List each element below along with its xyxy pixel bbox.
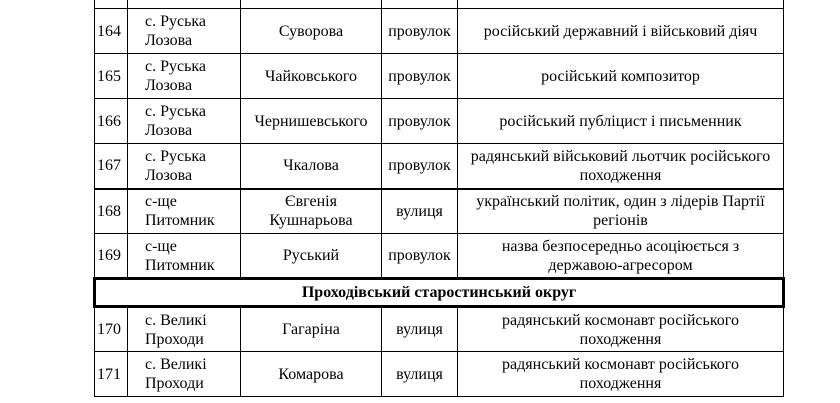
table-row	[95, 352, 784, 397]
table-row	[95, 144, 784, 189]
reason-cell	[458, 99, 784, 144]
table-row	[95, 307, 784, 352]
street-name-line: Чернишевського	[254, 112, 368, 130]
settlement-cell	[128, 234, 241, 279]
settlement-line: с-ще	[145, 237, 177, 255]
settlement-cell	[128, 144, 241, 189]
street-name-cell	[241, 144, 382, 189]
reason-cell	[458, 54, 784, 99]
section-title: Проходівський старостинський округ	[95, 279, 784, 307]
table-row	[95, 54, 784, 99]
reason-cell	[458, 234, 784, 279]
street-type-cell: вулиця	[382, 189, 458, 234]
settlement-line: Проходи	[145, 375, 204, 392]
settlement-line: с-ще	[145, 193, 177, 211]
street-type-cell: провулок	[382, 234, 458, 279]
reason-cell	[458, 352, 784, 397]
row-number: 168	[95, 189, 128, 234]
reason-cell	[458, 9, 784, 54]
street-name-cell	[241, 307, 382, 352]
section-header-row	[95, 279, 784, 307]
street-name-line: Чайковського	[264, 67, 357, 85]
reason-line: регіонів	[593, 212, 648, 230]
settlement-line: с. Руська	[145, 147, 207, 165]
reason-cell	[458, 144, 784, 189]
reason-cell	[458, 189, 784, 234]
street-name-line: Руський	[282, 247, 340, 264]
settlement-cell	[128, 9, 241, 54]
street-type-cell: вулиця	[382, 307, 458, 352]
settlement-line: с. Руська	[145, 103, 207, 120]
table-row-partial	[95, 0, 784, 9]
row-number: 169	[95, 234, 128, 279]
reason-line: український політик, один з лідерів Партії	[476, 193, 765, 211]
row-number: 171	[95, 352, 128, 397]
reason-line: російський композитор	[541, 67, 700, 85]
reason-cell	[458, 307, 784, 352]
settlement-line: с. Великі	[145, 311, 207, 329]
settlement-line: Лозова	[145, 122, 193, 139]
street-name-cell	[241, 352, 382, 397]
row-number: 170	[95, 307, 128, 352]
settlement-cell	[128, 307, 241, 352]
settlement-line: Лозова	[145, 77, 193, 94]
street-type-cell: вулиця	[382, 352, 458, 397]
street-name-line: Євгенія	[285, 193, 337, 211]
street-type-cell: провулок	[382, 9, 458, 54]
reason-line: радянський космонавт російського	[502, 356, 739, 373]
row-number: 167	[95, 144, 128, 189]
reason-line: радянський військовий льотчик російського	[470, 147, 771, 165]
street-name-cell	[241, 9, 382, 54]
settlement-cell	[128, 189, 241, 234]
table-row	[95, 234, 784, 279]
street-name-line: Суворова	[278, 22, 344, 40]
settlement-line: Проходи	[145, 330, 204, 348]
reason-line: державою-агресором	[548, 256, 693, 274]
reason-line: російський державний і військовий діяч	[483, 22, 758, 40]
street-name-line: Чкалова	[283, 157, 339, 175]
street-type-cell: провулок	[382, 144, 458, 189]
row-number: 165	[95, 54, 128, 99]
street-name-line: Гагаріна	[282, 321, 340, 338]
street-name-cell	[241, 99, 382, 144]
table-body	[95, 0, 784, 397]
settlement-line: Лозова	[145, 32, 193, 49]
street-name-line: Кушнарьова	[269, 212, 353, 230]
street-type-cell: провулок	[382, 99, 458, 144]
reason-line: радянський космонавт російського	[502, 311, 739, 329]
row-number: 166	[95, 99, 128, 144]
settlement-cell	[128, 99, 241, 144]
table-row	[95, 189, 784, 234]
settlement-line: с. Руська	[145, 58, 207, 75]
street-type-cell: провулок	[382, 54, 458, 99]
street-name-line: Комарова	[278, 365, 344, 383]
table-row	[95, 99, 784, 144]
settlement-line: с. Великі	[145, 356, 207, 373]
reason-line: походження	[579, 166, 662, 184]
settlement-line: Питомник	[145, 256, 215, 274]
reason-line: назва безпосередньо асоціюється з	[501, 237, 740, 255]
reason-line: походження	[579, 330, 662, 348]
street-name-cell	[241, 234, 382, 279]
settlement-line: с. Руська	[145, 13, 207, 30]
reason-line: російський публіцист і письменник	[499, 112, 742, 130]
settlement-line: Лозова	[145, 166, 193, 184]
settlement-cell	[128, 54, 241, 99]
table-row	[95, 9, 784, 54]
reason-line: походження	[579, 375, 662, 392]
row-number: 164	[95, 9, 128, 54]
street-name-cell	[241, 54, 382, 99]
street-name-cell	[241, 189, 382, 234]
settlement-line: Питомник	[145, 212, 215, 230]
settlement-cell	[128, 352, 241, 397]
renaming-table	[93, 0, 785, 397]
